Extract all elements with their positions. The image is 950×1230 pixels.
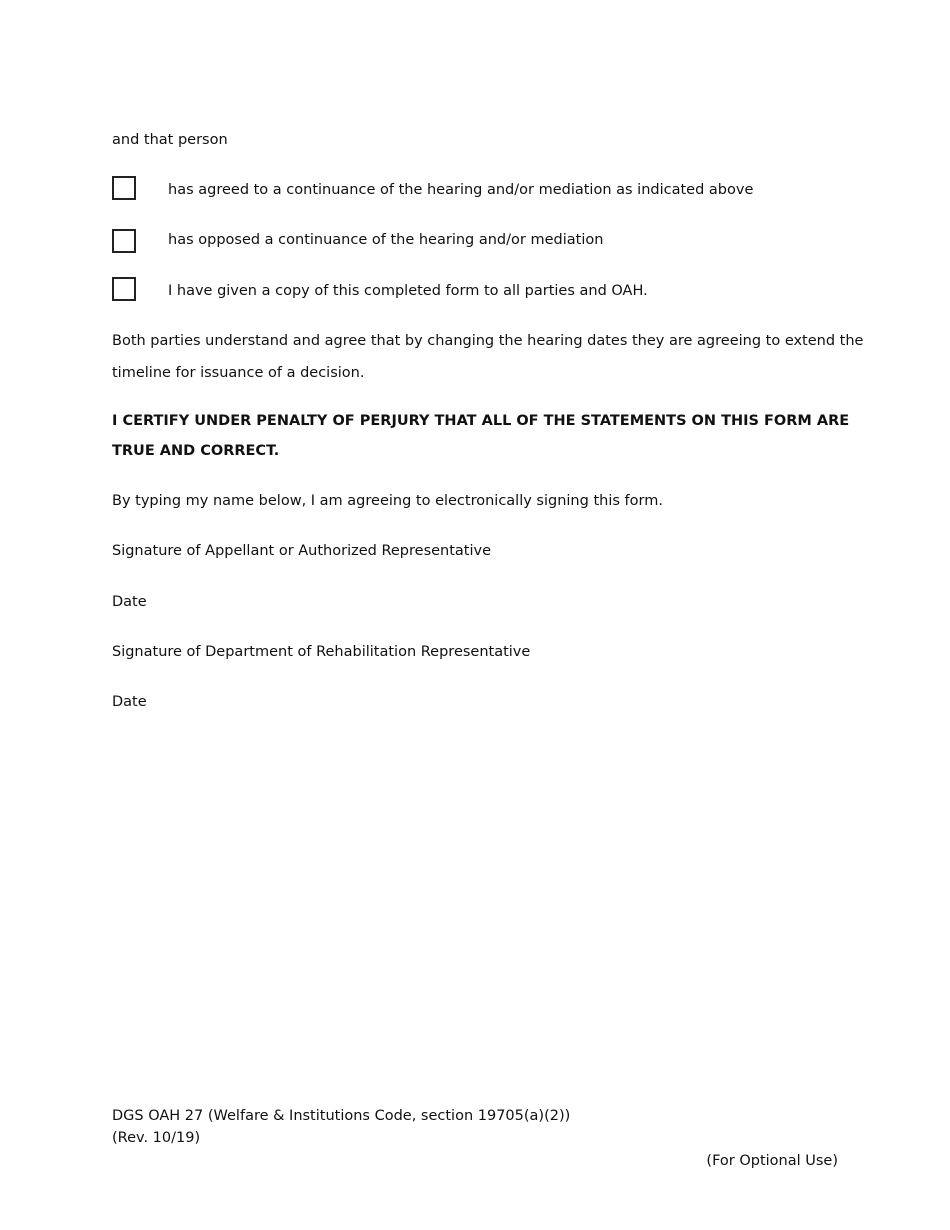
appellant-signature-field[interactable]: Signature of Appellant or Authorized Representative [112,543,492,559]
option-opposed-label: has opposed a continuance of the hearing and/or mediation [168,232,604,248]
intro-text: and that person [112,132,228,148]
footer-usage-note: (For Optional Use) [706,1153,838,1169]
department-date-field[interactable]: Date [112,694,147,710]
option-agreed-checkbox[interactable] [112,176,136,200]
footer-form-id: DGS OAH 27 (Welfare & Institutions Code, section 19705(a)(2)) [112,1108,571,1124]
footer-revision: (Rev. 10/19) [112,1130,201,1146]
agreement-text-line-2: timeline for issuance of a decision. [112,365,365,381]
department-signature-field[interactable]: Signature of Department of Rehabilitation Representative [112,644,531,660]
option-opposed-checkbox[interactable] [112,229,136,253]
certification-line-2: TRUE AND CORRECT. [112,443,280,459]
certification-line-1: I CERTIFY UNDER PENALTY OF PERJURY THAT ALL OF THE STATEMENTS ON THIS FORM ARE [112,413,850,429]
option-copy-given-checkbox[interactable] [112,277,136,301]
agreement-text-line-1: Both parties understand and agree that by changing the hearing dates they are agreeing to extend the [112,333,864,349]
appellant-date-field[interactable]: Date [112,594,147,610]
option-agreed-label: has agreed to a continuance of the hearing and/or mediation as indicated above [168,182,754,198]
option-copy-given-label: I have given a copy of this completed form to all parties and OAH. [168,283,648,299]
electronic-signature-note: By typing my name below, I am agreeing to electronically signing this form. [112,493,663,509]
